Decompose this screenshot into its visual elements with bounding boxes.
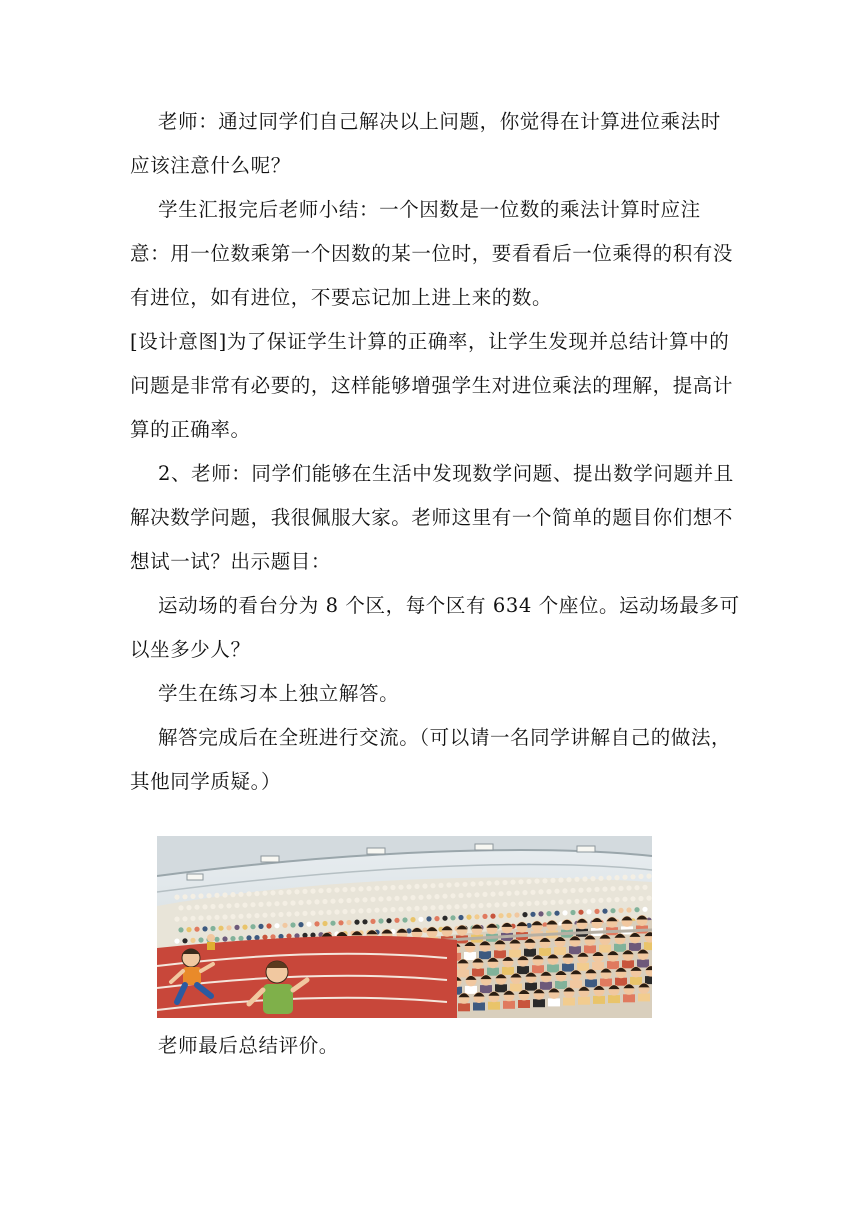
runner-far-icon — [207, 934, 215, 950]
paragraph-solve: 学生在练习本上独立解答。 — [158, 682, 400, 705]
paragraph-design-intent: [设计意图]为了保证学生计算的正确率，让学生发现并总结计算中的问题是非常有必要的，这样能够增强学生对进位乘法的理解，提高计算的正确率。 — [130, 330, 734, 441]
paragraph-summary: 学生汇报完后老师小结：一个因数是一位数的乘法计算时应注意：用一位数乘第一个因数的某一位时，要看看后一位乘得的积有没有进位，如有进位，不要忘记加上进上来的数。 — [130, 198, 734, 309]
paragraph-problem: 运动场的看台分为 8 个区，每个区有 634 个座位。运动场最多可以坐多少人？ — [130, 594, 740, 661]
paragraph-final-remark: 老师最后总结评价。 — [158, 1034, 339, 1057]
stadium-illustration — [157, 836, 652, 1018]
paragraph-teacher-question: 老师：通过同学们自己解决以上问题，你觉得在计算进位乘法时应该注意什么呢？ — [130, 110, 721, 177]
paragraph-problem-intro: 2、老师：同学们能够在生活中发现数学问题、提出数学问题并且解决数学问题，我很佩服大家。老师这里有一个简单的题目你们想不想试一试？出示题目： — [130, 462, 734, 573]
paragraph-discuss: 解答完成后在全班进行交流。（可以请一名同学讲解自己的做法，其他同学质疑。） — [130, 726, 732, 793]
